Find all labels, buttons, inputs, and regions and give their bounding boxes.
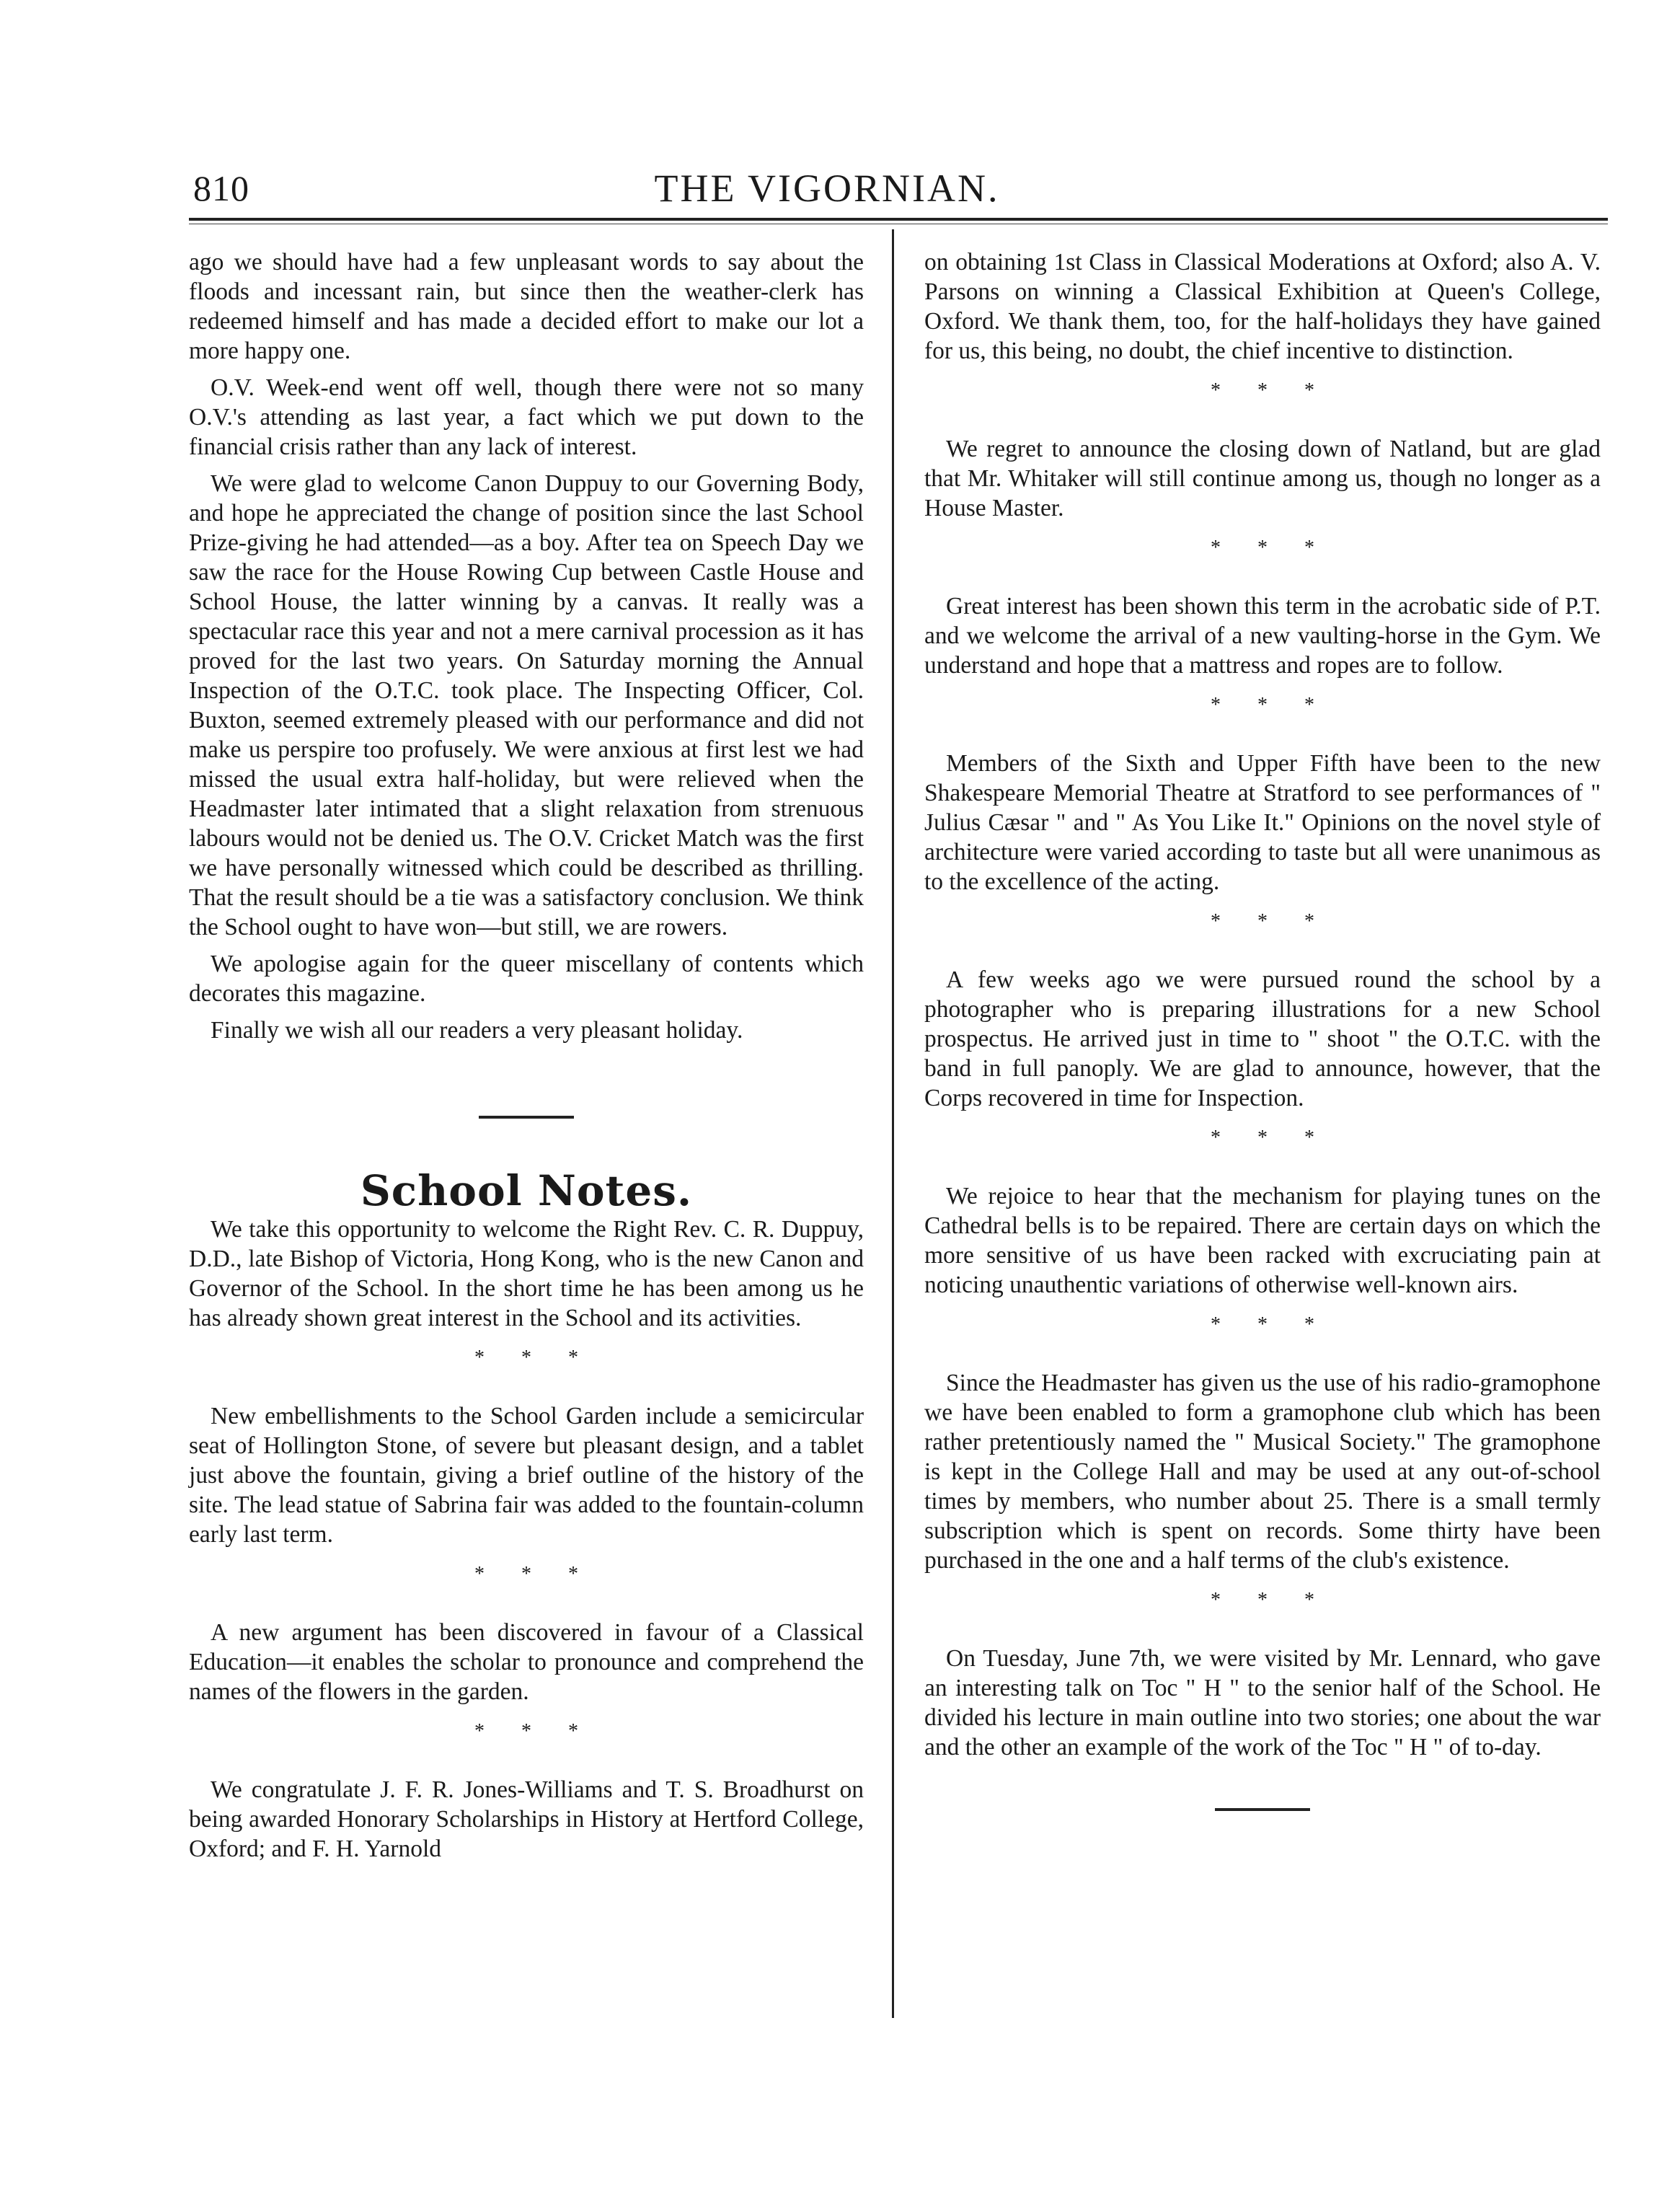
paragraph: We apologise again for the queer miscellany of contents which decorates this magazine. <box>189 951 864 1007</box>
header-rule <box>189 218 1608 221</box>
paragraph: O.V. Week-end went off well, though there were not so many O.V.'s attending as last year, a fact which we put down to the financial crisis rather than any lack of interest. <box>189 374 864 460</box>
separator-stars: * * * <box>1211 694 1330 716</box>
note-paragraph: We take this opportunity to welcome the Right Rev. C. R. Duppuy, D.D., late Bishop of Victoria, Hong Kong, who is the new Canon and Governor of the School. In the short time he has been among us he has already shown great interest in the School and its activities. <box>189 1216 864 1331</box>
separator-stars: * * * <box>474 1347 594 1369</box>
note-paragraph: We regret to announce the closing down of Natland, but are glad that Mr. Whitaker will still continue among us, though no longer as a House Master. <box>924 436 1601 521</box>
separator-stars: * * * <box>1211 537 1330 559</box>
section-heading: School Notes. <box>360 1166 693 1215</box>
note-paragraph: on obtaining 1st Class in Classical Moderations at Oxford; also A. V. Parsons on winning a Classical Exhibition at Queen's College, Oxford. We thank them, too, for the half-holidays they have gained for us, this being, no doubt, the chief incentive to distinction. <box>924 249 1601 364</box>
paragraph: ago we should have had a few unpleasant words to say about the floods and incessant rain, but since then the weather-clerk has redeemed himself and has made a decided effort to make our lot a more happy one. <box>189 249 864 364</box>
note-paragraph: Since the Headmaster has given us the use of his radio-gramophone we have been enabled to form a gramophone club which has been rather pretentiously named the " Musical Society." The gramophone is kept in the College Hall and may be used at any out-of-school times by members, who number about 25. There is a small termly subscription which is spent on records. Some thirty have been purchased in the one and a half terms of the club's existence. <box>924 1370 1601 1574</box>
right-column <box>924 247 1601 1811</box>
separator-stars: * * * <box>1211 1313 1330 1336</box>
note-paragraph: On Tuesday, June 7th, we were visited by Mr. Lennard, who gave an interesting talk on Toc " H " to the senior half of the School. He divided his lecture in main outline into two stories; one about the war and the other an example of the work of the Toc " H " of to-day. <box>924 1645 1601 1761</box>
column-divider <box>892 229 894 2018</box>
separator-stars: * * * <box>474 1720 594 1742</box>
note-paragraph: We rejoice to hear that the mechanism for playing tunes on the Cathedral bells is to be repaired. There are certain days on which the more sensitive of us have been racked with excruciating pain at noticing unauthentic variations of otherwise well-known airs. <box>924 1183 1601 1298</box>
note-paragraph: We congratulate J. F. R. Jones-Williams and T. S. Broadhurst on being awarded Honorary Scholarships in History at Hertford College, Oxford; and F. H. Yarnold <box>189 1776 864 1862</box>
separator-stars: * * * <box>1211 1127 1330 1149</box>
separator-stars: * * * <box>1211 910 1330 933</box>
paragraph: We were glad to welcome Canon Duppuy to our Governing Body, and hope he appreciated the change of position since the last School Prize-giving he had attended—as a boy. After tea on Speech Day we saw the race for the House Rowing Cup between Castle House and School House, the latter winning by a canvas. It really was a spectacular race this year and not a mere carnival procession as it has proved for the last two years. On Saturday morning the Annual Inspection of the O.T.C. took place. The Inspecting Officer, Col. Buxton, seemed extremely pleased with our performance and did not make us perspire too profusely. We were anxious at first lest we had missed the usual extra half-holiday, but were relieved when the Headmaster later intimated that a slight relaxation from strenuous labours would not be denied us. The O.V. Cricket Match was the first we have personally witnessed which could be described as thrilling. That the result should be a tie was a satisfactory conclusion. We think the School ought to have won—but still, we are rowers. <box>189 470 864 940</box>
note-paragraph: A few weeks ago we were pursued round the school by a photographer who is preparing illustrations for a new School prospectus. He arrived just in time to " shoot " the O.T.C. with the band in full panoply. We are glad to announce, however, that the Corps recovered in time for Inspection. <box>924 966 1601 1111</box>
note-paragraph: A new argument has been discovered in favour of a Classical Education—it enables the scholar to pronounce and comprehend the names of the flowers in the garden. <box>189 1619 864 1705</box>
note-paragraph: Members of the Sixth and Upper Fifth have been to the new Shakespeare Memorial Theatre at Stratford to see performances of " Julius Cæsar " and " As You Like It." Opinions on the novel style of architecture were varied according to taste but all were unanimous as to the excellence of the acting. <box>924 750 1601 895</box>
note-paragraph: Great interest has been shown this term in the acrobatic side of P.T. and we welcome the arrival of a new vaulting-horse in the Gym. We understand and hope that a mattress and ropes are to follow. <box>924 593 1601 679</box>
note-paragraph: New embellishments to the School Garden include a semicircular seat of Hollington Stone, of severe but pleasant design, and a tablet just above the fountain, giving a brief outline of the history of the site. The lead statue of Sabrina fair was added to the fountain-column early last term. <box>189 1403 864 1548</box>
left-column <box>189 247 864 1871</box>
separator-stars: * * * <box>1211 379 1330 402</box>
section-divider-rule <box>479 1116 574 1119</box>
paragraph: Finally we wish all our readers a very pleasant holiday. <box>211 1017 743 1044</box>
separator-stars: * * * <box>1211 1589 1330 1611</box>
page-title: THE VIGORNIAN. <box>654 167 1000 210</box>
separator-stars: * * * <box>474 1563 594 1585</box>
page-number: 810 <box>193 168 249 208</box>
end-rule <box>1215 1808 1310 1811</box>
